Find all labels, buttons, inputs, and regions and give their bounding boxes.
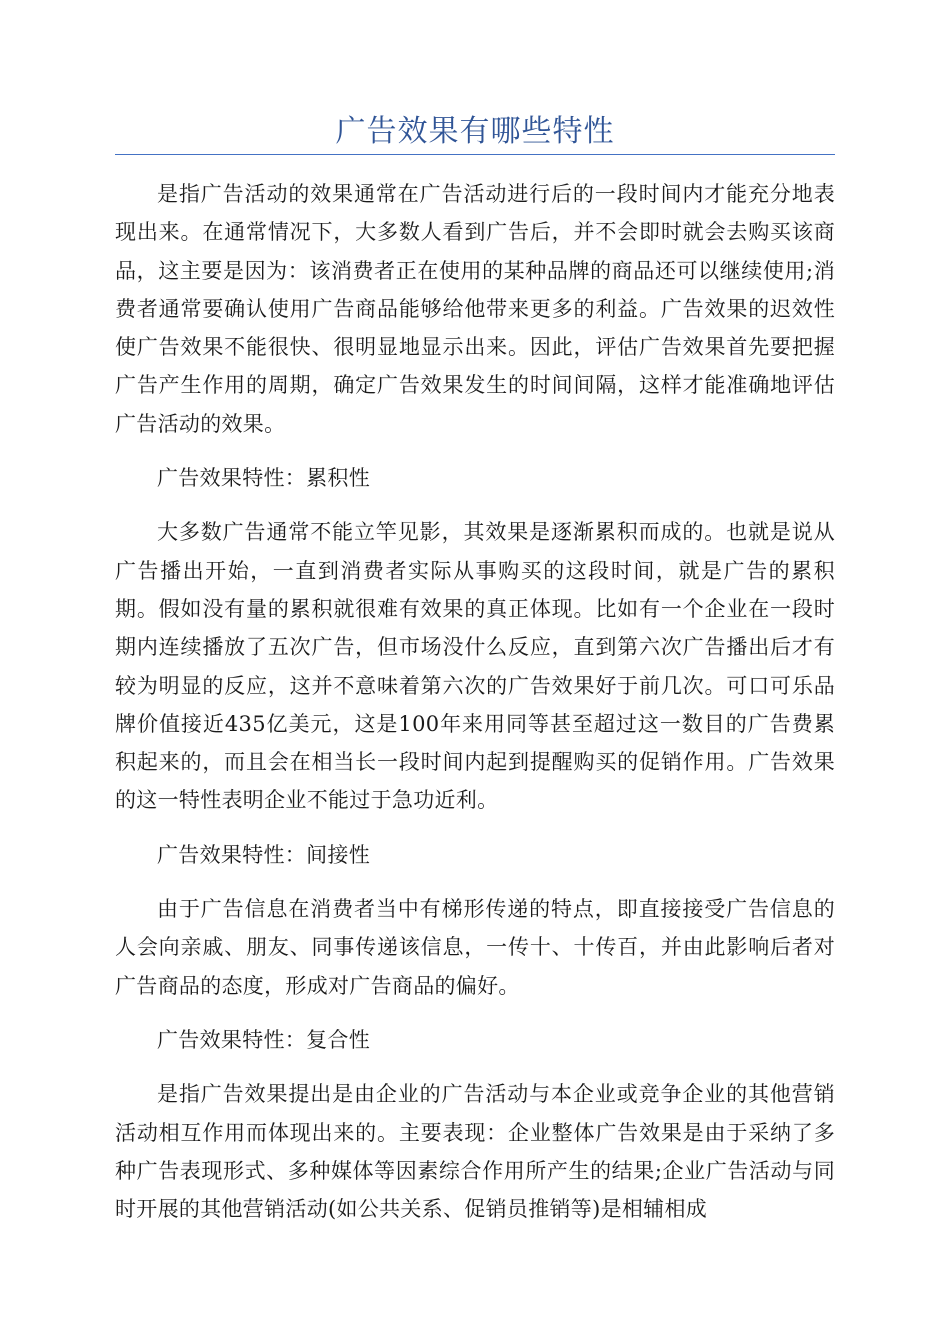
section-heading-composite: 广告效果特性：复合性 (157, 1027, 370, 1052)
section-heading-cumulative: 广告效果特性：累积性 (157, 466, 370, 491)
document-body (115, 175, 835, 1244)
page-title: 广告效果有哪些特性 (335, 114, 615, 149)
paragraph-intro: 是指广告活动的效果通常在广告活动进行后的一段时间内才能充分地表现出来。在通常情况下，大多数人看到广告后，并不会即时就会去购买该商品，这主要是因为：该消费者正在使用的某种品牌的商品还可以继续使用;消费者通常要确认使用广告商品能够给他带来更多的利益。广告效果的迟效性使广告效果不能很快、很明显地显示出来。因此，评估广告效果首先要把握广告产生作用的周期，确定广告效果发生的时间间隔，这样才能准确地评估广告活动的效果。 (115, 182, 835, 436)
section-heading-indirect: 广告效果特性：间接性 (157, 842, 370, 867)
paragraph-composite: 是指广告效果提出是由企业的广告活动与本企业或竞争企业的其他营销活动相互作用而体现出来的。主要表现：企业整体广告效果是由于采纳了多种广告表现形式、多种媒体等因素综合作用所产生的结果;企业广告活动与同时开展的其他营销活动(如公共关系、促销员推销等)是相辅相成 (115, 1082, 835, 1222)
paragraph-indirect: 由于广告信息在消费者当中有梯形传递的特点，即直接接受广告信息的人会向亲戚、朋友、同事传递该信息，一传十、十传百，并由此影响后者对广告商品的态度，形成对广告商品的偏好。 (115, 897, 835, 998)
paragraph-cumulative: 大多数广告通常不能立竿见影，其效果是逐渐累积而成的。也就是说从广告播出开始，一直到消费者实际从事购买的这段时间，就是广告的累积期。假如没有量的累积就很难有效果的真正体现。比如有一个企业在一段时期内连续播放了五次广告，但市场没什么反应，直到第六次广告播出后才有较为明显的反应，这并不意味着第六次的广告效果好于前几次。可口可乐品牌价值接近435亿美元，这是100年来用同等甚至超过这一数目的广告费累积起来的，而且会在相当长一段时间内起到提醒购买的促销作用。广告效果的这一特性表明企业不能过于急功近利。 (115, 520, 835, 813)
title-underline (115, 154, 835, 155)
